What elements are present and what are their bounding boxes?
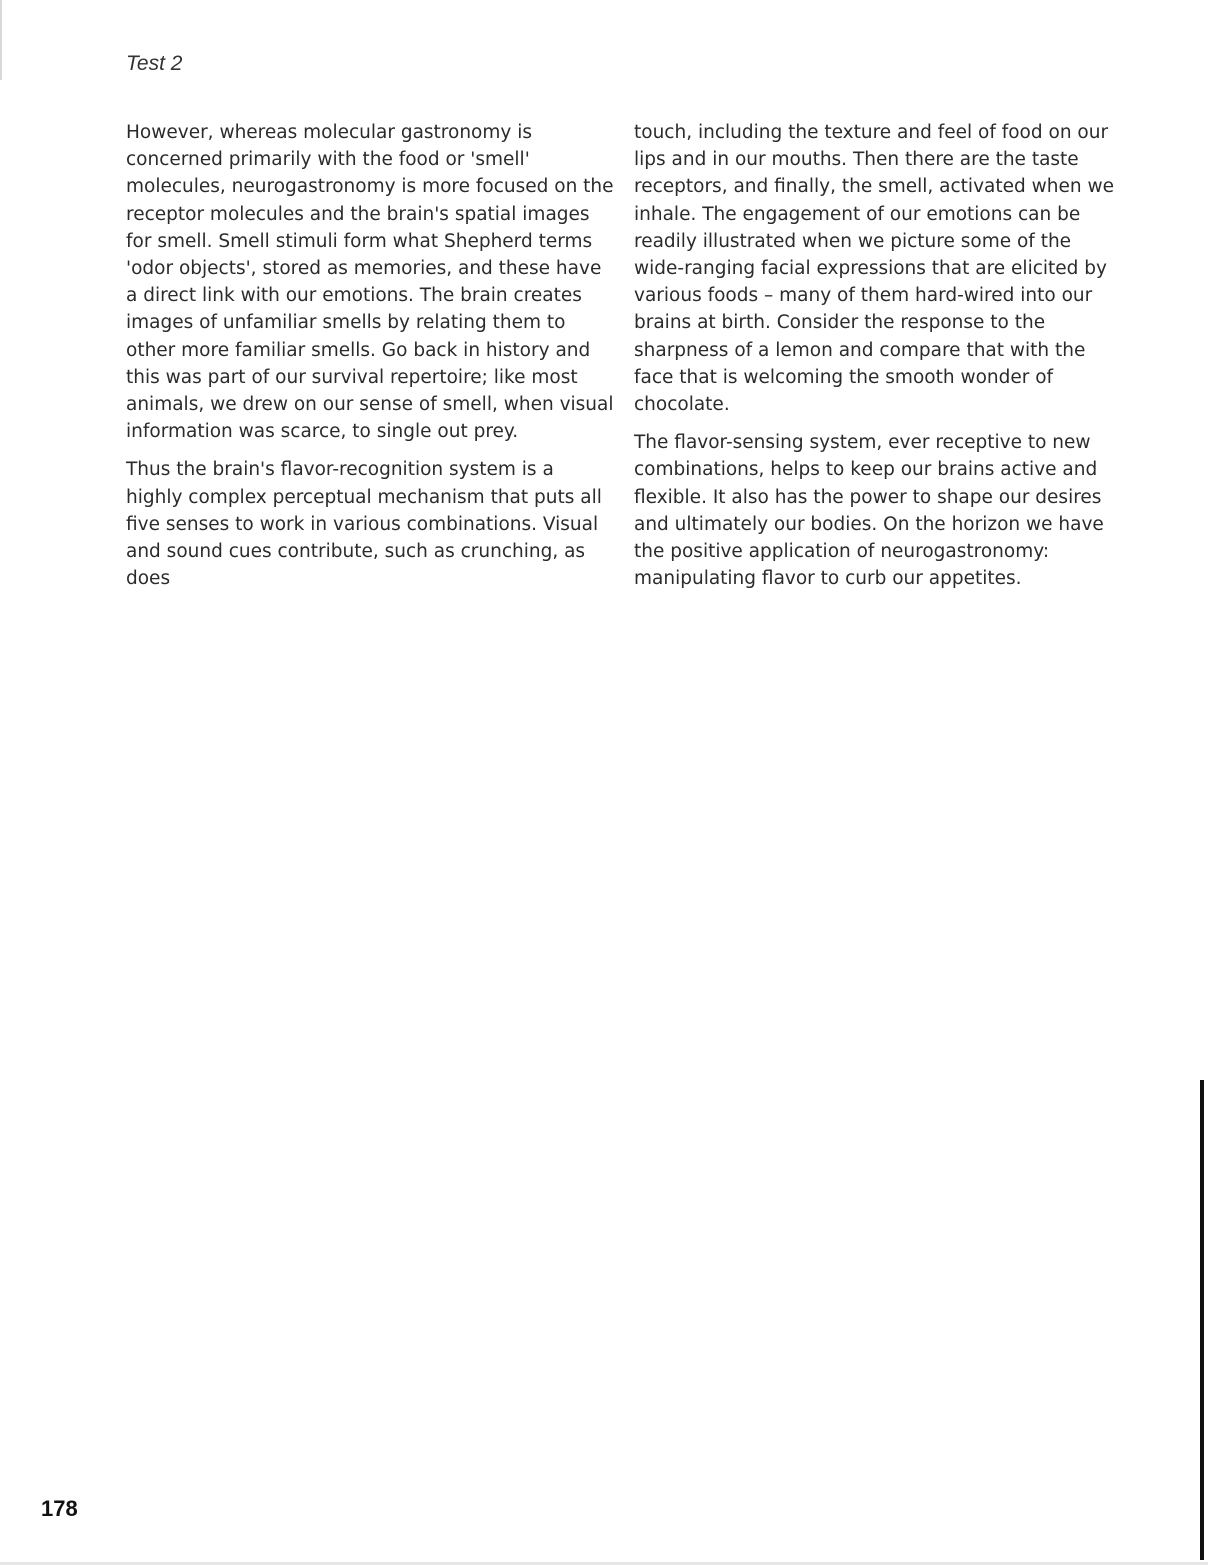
page-binding-edge: [1200, 1080, 1204, 1560]
paragraph: touch, including the texture and feel of food on our lips and in our mouths. Then there are the taste receptors, and finally, the smell, activated when we inhale. The engagement of our emotions can be readily illustrated when we picture some of the wide-ranging facial expressions that are elicited by various foods – many of them hard-wired into our brains at birth. Consider the response to the sharpness of a lemon and compare that with the face that is welcoming the smooth wonder of chocolate.: [634, 122, 1114, 416]
text-column-right: [634, 119, 1124, 603]
paragraph: Thus the brain's flavor-recognition system is a highly complex perceptual mechanism that puts all five senses to work in various combinations. Visual and sound cues contribute, such as crunching, as does: [126, 459, 602, 590]
paragraph: However, whereas molecular gastronomy is concerned primarily with the food or 'smell' molecules, neurogastronomy is more focused on the receptor molecules and the brain's spatial images for smell. Smell stimuli form what Shepherd terms 'odor objects', stored as memories, and these have a direct link with our emotions. The brain creates images of unfamiliar smells by relating them to other more familiar smells. Go back in history and this was part of our survival repertoire; like most animals, we drew on our sense of smell, when visual information was scarce, to single out prey.: [126, 122, 614, 443]
page-number: 178: [41, 1496, 78, 1521]
page-left-edge: [0, 0, 2, 80]
paragraph: The flavor-sensing system, ever receptive to new combinations, helps to keep our brains active and flexible. It also has the power to shape our desires and ultimately our bodies. On the horizon we have the positive application of neurogastronomy: manipulating flavor to curb our appetites.: [634, 432, 1104, 590]
text-column-left: [126, 119, 616, 603]
running-head: Test 2: [126, 52, 183, 75]
